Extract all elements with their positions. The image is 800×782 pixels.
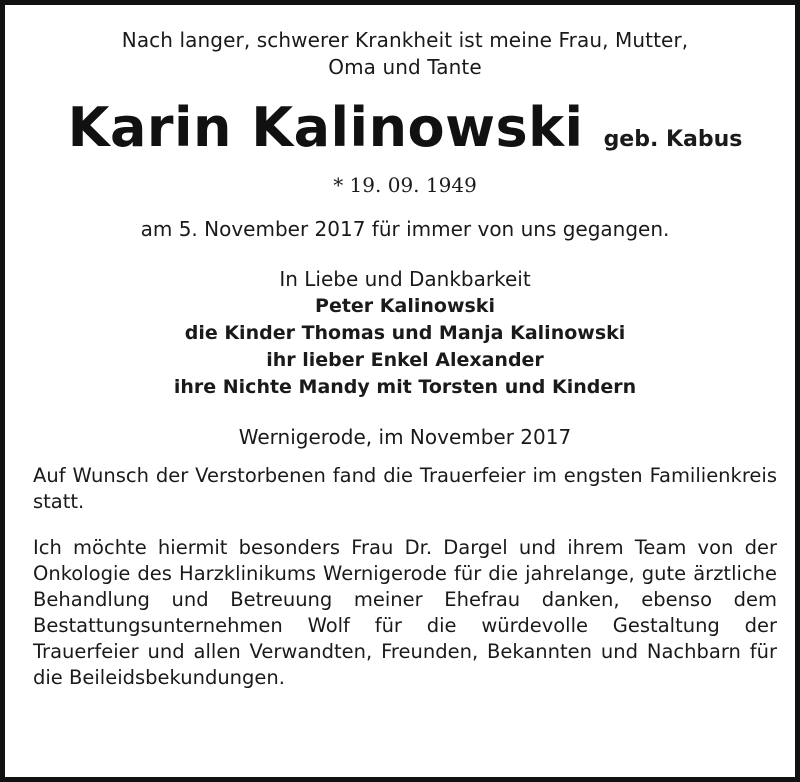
mourner-line: Peter Kalinowski	[315, 295, 495, 317]
mourner-line: ihr lieber Enkel Alexander	[266, 349, 544, 371]
thanks-paragraph: Ich möchte hiermit besonders Frau Dr. Dargel und ihrem Team von der Onkologie des Harzklinikums Wernigerode für die jahrelange, gute ärztliche Behandlung und Betreuung meiner Ehefrau danken, ebenso dem Bestattungsunternehmen Wolf für die würdevolle Gestaltung der Trauerfeier und allen Verwandten, Freunden, Bekannten und Nachbarn für die Beileidsbekundungen.	[33, 536, 777, 689]
funeral-note: Auf Wunsch der Verstorbenen fand die Trauerfeier im engsten Familienkreis statt.	[33, 464, 777, 513]
intro-text	[33, 27, 777, 81]
name-row	[33, 93, 777, 163]
passing-statement: am 5. November 2017 für immer von uns gegangen.	[140, 217, 670, 241]
mourner-line: die Kinder Thomas und Manja Kalinowski	[184, 322, 626, 344]
obituary-content	[33, 27, 777, 691]
mourner-line: ihre Nichte Mandy mit Torsten und Kindern	[173, 376, 637, 398]
mourners-block	[33, 265, 777, 401]
mourners-lead: In Liebe und Dankbarkeit	[279, 267, 531, 291]
intro-line-2: Oma und Tante	[328, 55, 482, 79]
place-and-date: Wernigerode, im November 2017	[238, 425, 572, 449]
deceased-name: Karin Kalinowski	[67, 96, 584, 159]
birth-date: * 19. 09. 1949	[333, 173, 477, 197]
intro-line-1: Nach langer, schwerer Krankheit ist meine Frau, Mutter,	[121, 28, 689, 52]
maiden-name: geb. Kabus	[603, 127, 743, 152]
